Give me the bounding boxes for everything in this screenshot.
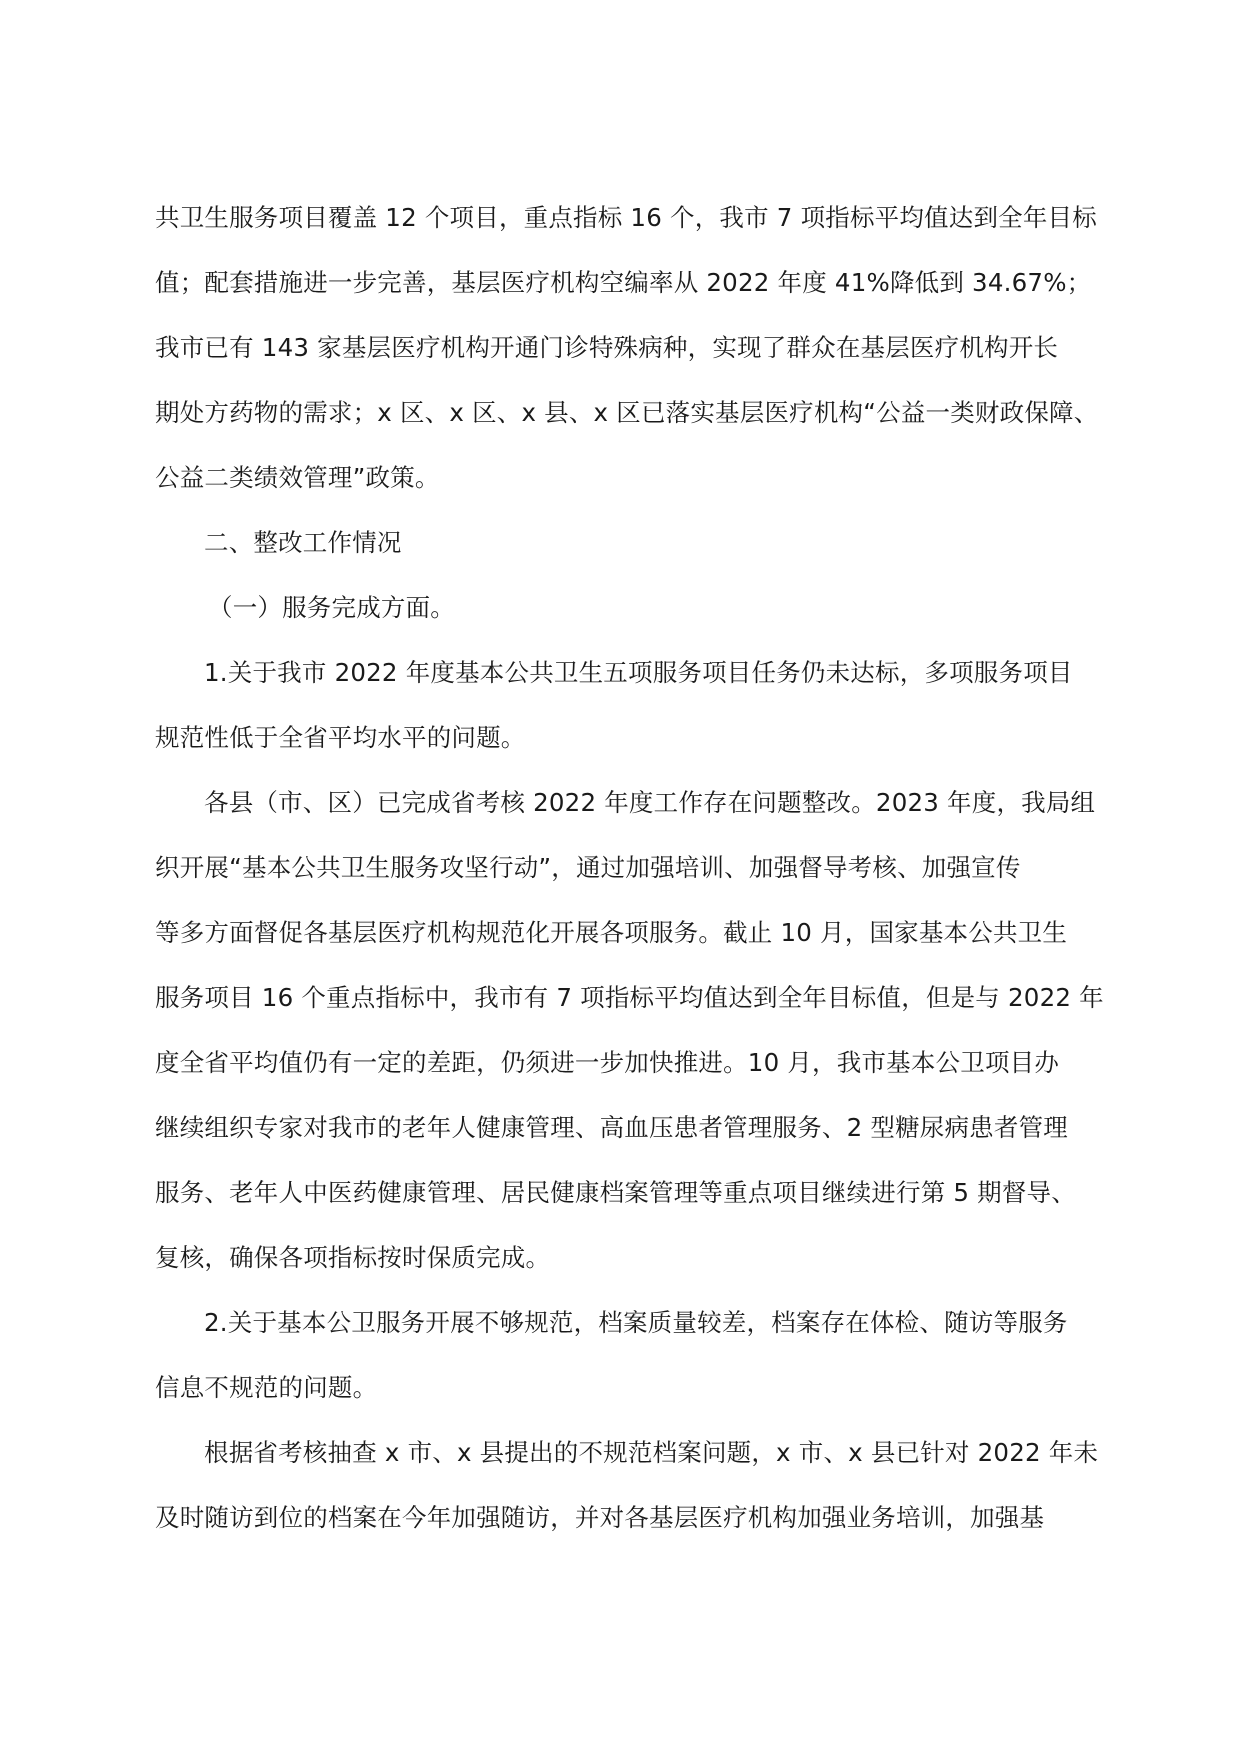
text-line: 公益二类绩效管理”政策。 bbox=[155, 463, 440, 492]
section-heading: 二、整改工作情况 bbox=[204, 528, 402, 557]
text-line: 规范性低于全省平均水平的问题。 bbox=[155, 723, 526, 752]
item-heading: 2.关于基本公卫服务开展不够规范，档案质量较差，档案存在体检、随访等服务 bbox=[204, 1308, 1068, 1337]
text-line: 信息不规范的问题。 bbox=[155, 1373, 378, 1402]
paragraph-start: 根据省考核抽查 x 市、x 县提出的不规范档案问题，x 市、x 县已针对 2022 年未 bbox=[204, 1438, 1099, 1467]
subsection-heading: （一）服务完成方面。 bbox=[208, 593, 455, 622]
text-line: 度全省平均值仍有一定的差距，仍须进一步加快推进。10 月，我市基本公卫项目办 bbox=[155, 1048, 1060, 1077]
text-line: 继续组织专家对我市的老年人健康管理、高血压患者管理服务、2 型糖尿病患者管理 bbox=[155, 1113, 1068, 1142]
text-line: 期处方药物的需求；x 区、x 区、x 县、x 区已落实基层医疗机构“公益一类财政保障、 bbox=[155, 398, 1099, 427]
text-line: 等多方面督促各基层医疗机构规范化开展各项服务。截止 10 月，国家基本公共卫生 bbox=[155, 918, 1068, 947]
text-line: 共卫生服务项目覆盖 12 个项目，重点指标 16 个，我市 7 项指标平均值达到全年目标 bbox=[155, 203, 1097, 232]
text-line: 服务项目 16 个重点指标中，我市有 7 项指标平均值达到全年目标值，但是与 2022 年 bbox=[155, 983, 1104, 1012]
text-line: 我市已有 143 家基层医疗机构开通门诊特殊病种，实现了群众在基层医疗机构开长 bbox=[155, 333, 1059, 362]
text-line: 值；配套措施进一步完善，基层医疗机构空编率从 2022 年度 41%降低到 34.67%； bbox=[155, 268, 1092, 297]
item-heading: 1.关于我市 2022 年度基本公共卫生五项服务项目任务仍未达标，多项服务项目 bbox=[204, 658, 1073, 687]
document-page bbox=[155, 185, 1104, 1550]
text-line: 及时随访到位的档案在今年加强随访，并对各基层医疗机构加强业务培训，加强基 bbox=[155, 1503, 1045, 1532]
text-line: 复核，确保各项指标按时保质完成。 bbox=[155, 1243, 551, 1272]
paragraph-start: 各县（市、区）已完成省考核 2022 年度工作存在问题整改。2023 年度，我局组 bbox=[204, 788, 1096, 817]
text-line: 服务、老年人中医药健康管理、居民健康档案管理等重点项目继续进行第 5 期督导、 bbox=[155, 1178, 1076, 1207]
text-line: 织开展“基本公共卫生服务攻坚行动”，通过加强培训、加强督导考核、加强宣传 bbox=[155, 853, 1021, 882]
